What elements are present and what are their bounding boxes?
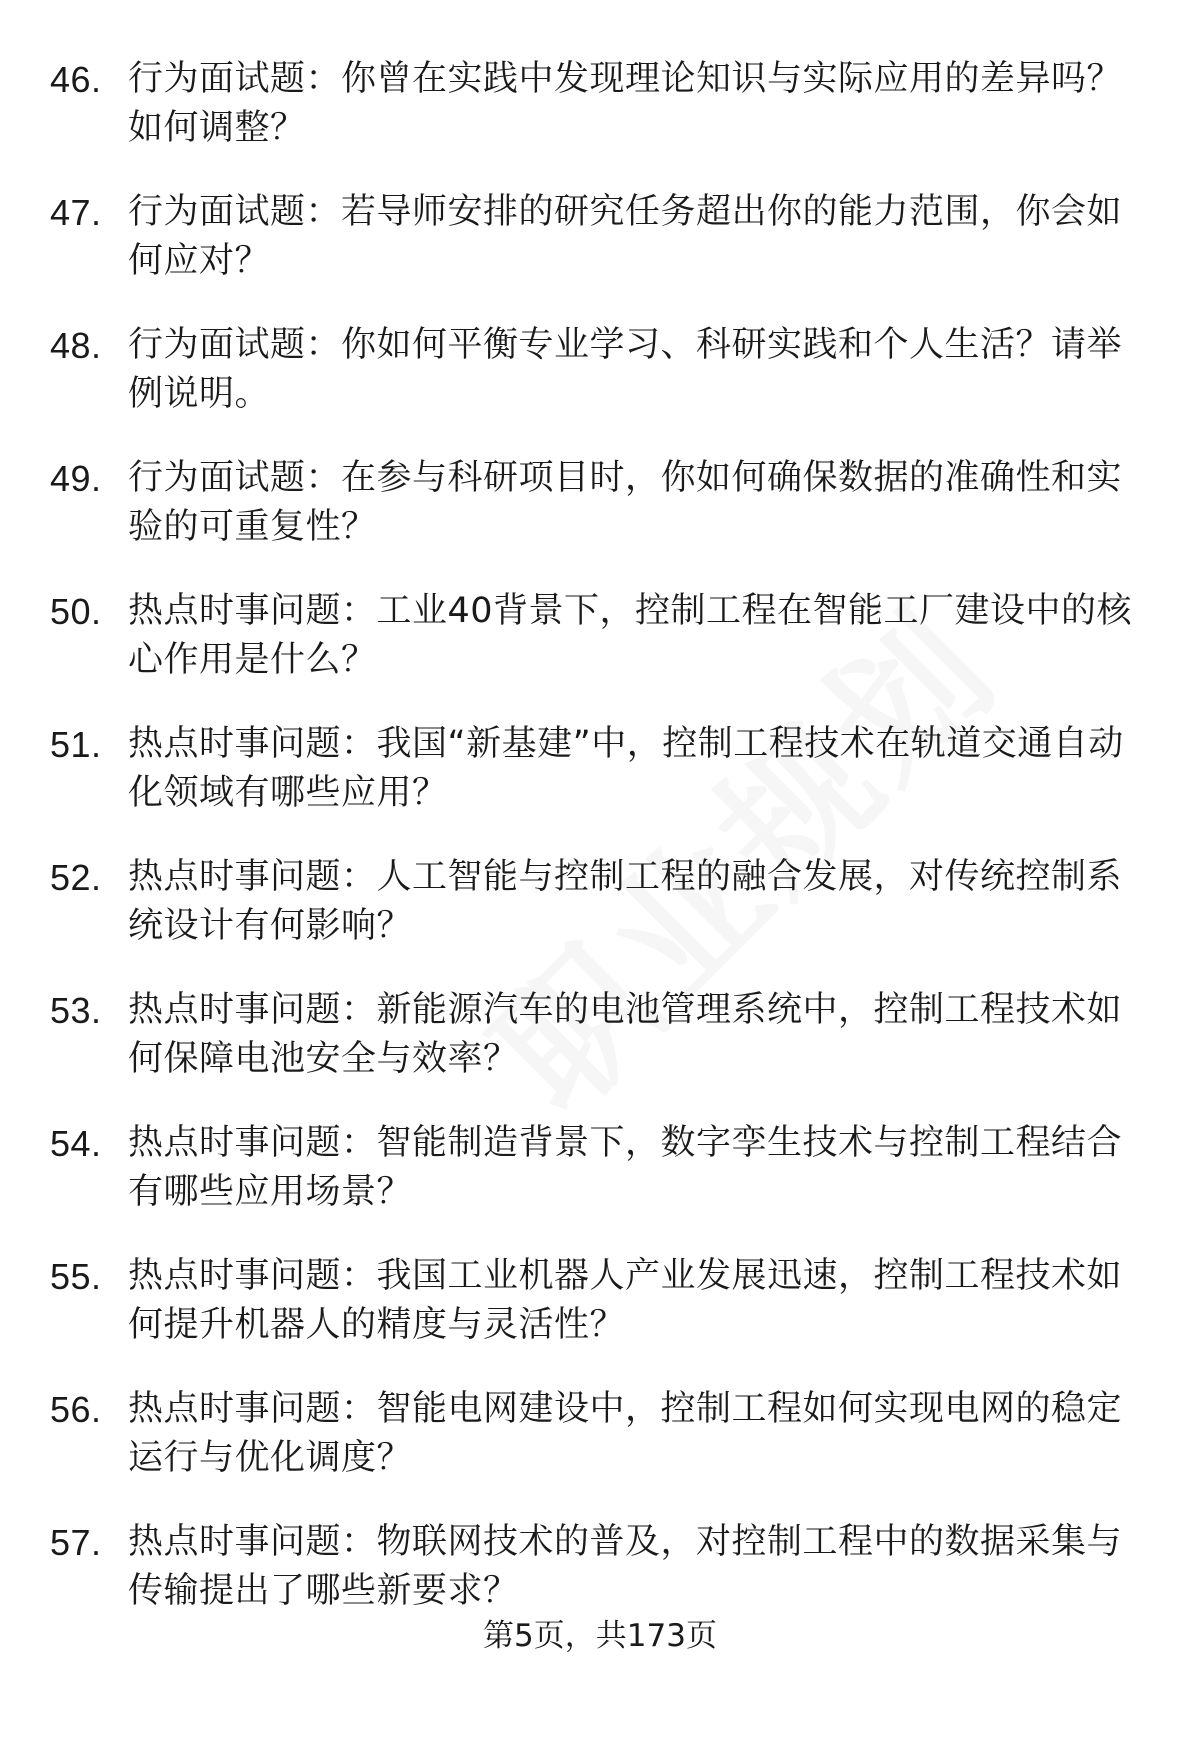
question-item [50, 454, 1150, 552]
question-text: 热点时事问题：物联网技术的普及，对控制工程中的数据采集与传输提出了哪些新要求？ [128, 1522, 1123, 1611]
question-text: 行为面试题：在参与科研项目时，你如何确保数据的准确性和实验的可重复性？ [128, 458, 1123, 547]
question-text: 热点时事问题：我国“新基建”中，控制工程技术在轨道交通自动化领域有哪些应用？ [128, 724, 1124, 813]
question-item [50, 1252, 1150, 1350]
question-item [50, 1385, 1150, 1483]
question-item [50, 720, 1150, 818]
question-item [50, 1518, 1150, 1616]
question-text: 热点时事问题：新能源汽车的电池管理系统中，控制工程技术如何保障电池安全与效率？ [128, 990, 1123, 1079]
question-number: 50. [50, 591, 102, 632]
page-number-label: 第5页，共173页 [483, 1618, 717, 1654]
question-item [50, 188, 1150, 286]
question-item [50, 321, 1150, 419]
question-number: 56. [50, 1389, 102, 1430]
question-number: 46. [50, 59, 102, 100]
question-item [50, 1119, 1150, 1217]
question-number: 57. [50, 1522, 102, 1563]
question-number: 55. [50, 1256, 102, 1297]
question-text: 热点时事问题：人工智能与控制工程的融合发展，对传统控制系统设计有何影响？ [128, 857, 1123, 946]
question-text: 行为面试题：你如何平衡专业学习、科研实践和个人生活？请举例说明。 [128, 325, 1123, 414]
question-number: 52. [50, 857, 102, 898]
question-number: 53. [50, 990, 102, 1031]
question-number: 51. [50, 724, 102, 765]
question-number: 48. [50, 325, 102, 366]
question-text: 行为面试题：你曾在实践中发现理论知识与实际应用的差异吗？如何调整？ [128, 59, 1123, 148]
question-item [50, 853, 1150, 951]
question-text: 热点时事问题：智能电网建设中，控制工程如何实现电网的稳定运行与优化调度？ [128, 1389, 1123, 1478]
question-text: 热点时事问题：智能制造背景下，数字孪生技术与控制工程结合有哪些应用场景？ [128, 1123, 1123, 1212]
question-number: 49. [50, 458, 102, 499]
question-list [50, 55, 1150, 1651]
question-text: 行为面试题：若导师安排的研究任务超出你的能力范围，你会如何应对？ [128, 192, 1123, 281]
question-text: 热点时事问题：工业40背景下，控制工程在智能工厂建设中的核心作用是什么？ [128, 591, 1133, 680]
question-number: 54. [50, 1123, 102, 1164]
question-item [50, 587, 1150, 685]
question-item [50, 55, 1150, 153]
question-number: 47. [50, 192, 102, 233]
question-item [50, 986, 1150, 1084]
question-text: 热点时事问题：我国工业机器人产业发展迅速，控制工程技术如何提升机器人的精度与灵活性？ [128, 1256, 1123, 1345]
page-footer [0, 1616, 1200, 1656]
